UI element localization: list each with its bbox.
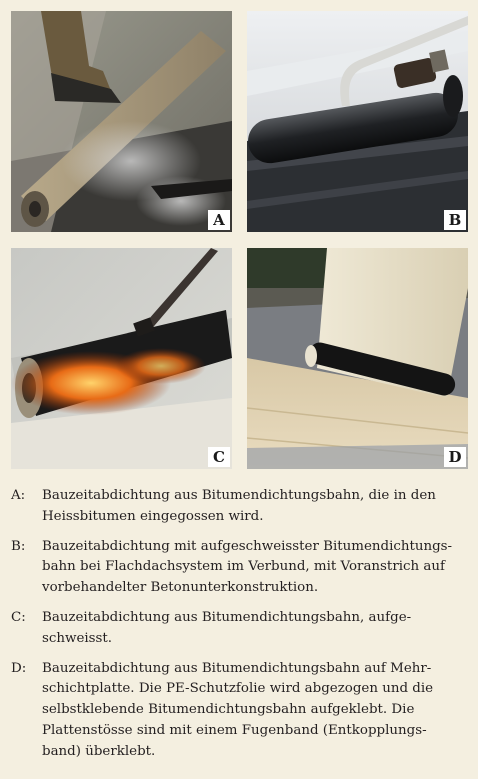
- photo-label-a: A: [208, 210, 230, 230]
- caption-list: [11, 486, 473, 772]
- caption-b: [11, 537, 473, 599]
- caption-line: vorbehandelter Betonunterkonstruktion.: [42, 580, 319, 596]
- photo-a: [11, 11, 232, 232]
- caption-key-b: B:: [11, 538, 26, 554]
- caption-key-c: C:: [11, 609, 26, 625]
- photo-label-c: C: [208, 447, 230, 467]
- caption-key-a: A:: [11, 488, 26, 503]
- caption-text-d: [42, 659, 473, 763]
- photo-b-image: [247, 11, 468, 232]
- caption-line: schichtplatte. Die PE-Schutzfolie wird abgezogen und die: [42, 681, 434, 697]
- caption-key-d: D:: [11, 660, 27, 676]
- caption-line: band) überklebt.: [42, 743, 156, 759]
- caption-text-b: [42, 537, 473, 599]
- photo-a-image: [11, 11, 232, 232]
- caption-a: [11, 486, 473, 528]
- photo-label-b: B: [444, 210, 466, 230]
- caption-c: [11, 608, 473, 650]
- photo-c: [11, 248, 232, 469]
- caption-line: selbstklebende Bitumendichtungsbahn aufgeklebt. Die: [42, 702, 415, 718]
- caption-line: schweisst.: [42, 630, 113, 646]
- caption-line: Bauzeitabdichtung mit aufgeschweisster Bitumendichtungs-: [42, 538, 453, 554]
- photo-c-image: [11, 248, 232, 469]
- caption-line: Bauzeitabdichtung aus Bitumendichtungsbahn, die in den: [42, 488, 436, 503]
- caption-line: Bauzeitabdichtung aus Bitumendichtungsbahn auf Mehr-: [42, 660, 432, 676]
- caption-d: [11, 659, 473, 763]
- caption-line: Heissbitumen eingegossen wird.: [42, 508, 264, 524]
- photo-label-d: D: [444, 447, 466, 467]
- caption-line: Plattenstösse sind mit einem Fugenband (Entkopplungs-: [42, 722, 427, 738]
- caption-line: Bauzeitabdichtung aus Bitumendichtungsbahn, aufge-: [42, 609, 412, 625]
- caption-text-a: [42, 486, 473, 528]
- caption-text-c: [42, 608, 473, 650]
- photo-b: [247, 11, 468, 232]
- caption-line: bahn bei Flachdachsystem im Verbund, mit Voranstrich auf: [42, 559, 445, 575]
- photo-d: [247, 248, 468, 469]
- photo-d-image: [247, 248, 468, 469]
